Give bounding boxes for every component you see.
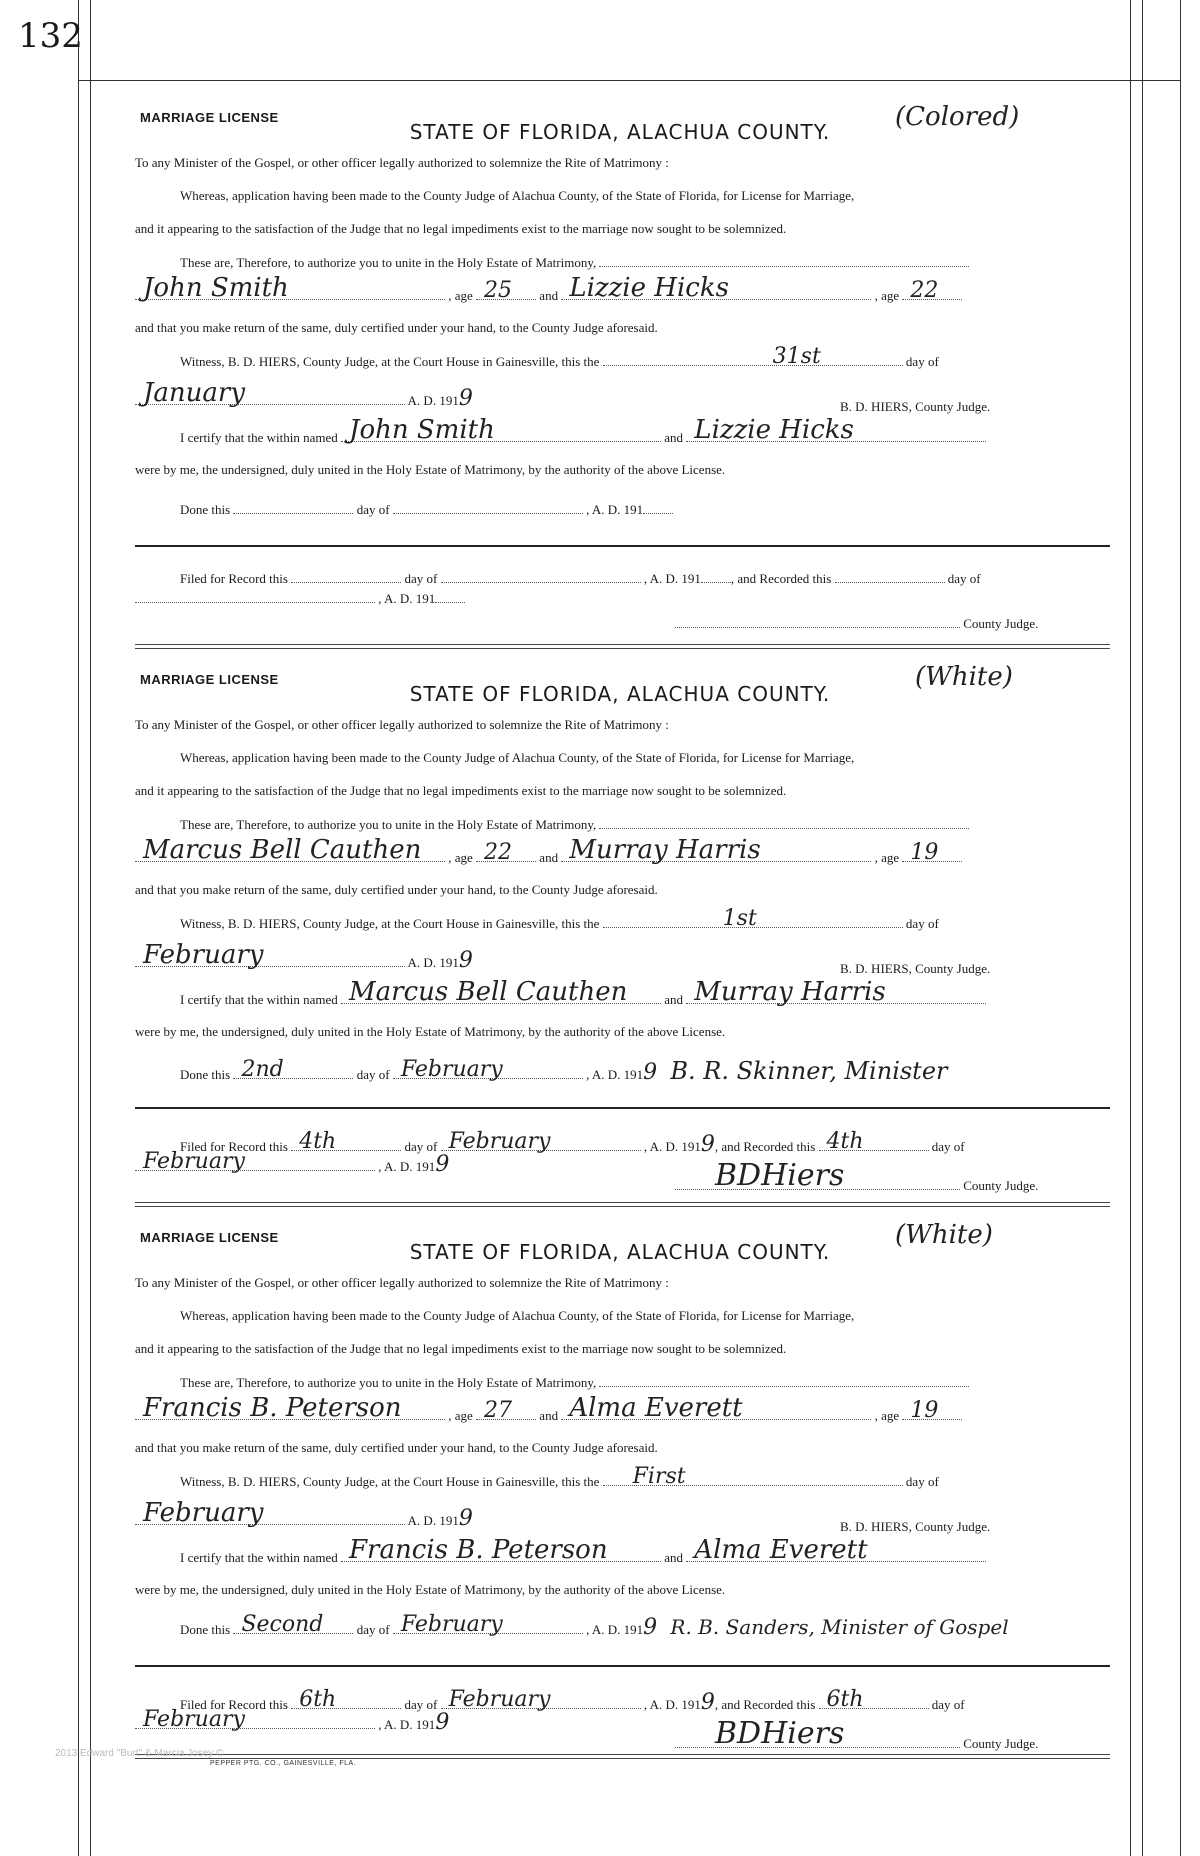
witness-line bbox=[180, 344, 939, 370]
day-of-label: day of bbox=[905, 916, 939, 931]
age-label: , age bbox=[448, 288, 473, 303]
make-return-line: and that you make return of the same, duly certified under your hand, to the County Judge aforesaid. bbox=[135, 1440, 658, 1455]
section-rule bbox=[135, 545, 1110, 547]
witness-text: Witness, B. D. HIERS, County Judge, at the Court House in Gainesville, this the bbox=[180, 354, 600, 369]
these-are-text: These are, Therefore, to authorize you to unite in the Holy Estate of Matrimony, bbox=[180, 255, 597, 270]
witness-text: Witness, B. D. HIERS, County Judge, at the Court House in Gainesville, this the bbox=[180, 1474, 600, 1489]
page-number: 132 bbox=[18, 16, 83, 56]
marriage-license-3 bbox=[135, 1220, 1105, 1760]
day-of-label: day of bbox=[905, 354, 939, 369]
ad-label: A. D. 191 bbox=[591, 1067, 644, 1082]
these-are-line bbox=[180, 816, 969, 833]
ad-label: A. D. 191 bbox=[591, 1622, 644, 1637]
recorded-month-line bbox=[135, 590, 465, 607]
witness-line bbox=[180, 906, 939, 932]
license-state-heading: STATE OF FLORIDA, ALACHUA COUNTY. bbox=[409, 120, 831, 144]
and-label: and bbox=[539, 1408, 559, 1423]
race-annotation: (White) bbox=[915, 662, 1013, 692]
and-label: and bbox=[539, 850, 559, 865]
groom-name: Francis B. Peterson bbox=[143, 1393, 402, 1423]
done-this-label: Done this bbox=[180, 1622, 231, 1637]
day-of-label: day of bbox=[905, 1474, 939, 1489]
and-label: and bbox=[664, 1550, 684, 1565]
recorded-month: February bbox=[143, 1149, 245, 1174]
ad-label: A. D. 191 bbox=[407, 393, 459, 408]
county-judge-signature-line: B. D. HIERS, County Judge. bbox=[840, 1519, 991, 1534]
witness-line bbox=[180, 1464, 939, 1490]
witness-day: 31st bbox=[772, 344, 821, 369]
day-of-label: day of bbox=[931, 1697, 965, 1712]
united-line: were by me, the undersigned, duly united in the Holy Estate of Matrimony, by the authority of the above License. bbox=[135, 462, 726, 477]
age-label: , age bbox=[874, 1408, 900, 1423]
these-are-line bbox=[180, 254, 969, 271]
recorded-day: 6th bbox=[826, 1687, 864, 1712]
done-day: Second bbox=[241, 1612, 324, 1637]
filed-day: 4th bbox=[299, 1129, 337, 1154]
ad-label: , A. D. 191 bbox=[643, 571, 701, 586]
recorded-day: 4th bbox=[826, 1129, 864, 1154]
age-label: , age bbox=[448, 1408, 473, 1423]
officiant-signature: B. R. Skinner, Minister bbox=[670, 1057, 948, 1085]
race-annotation: (White) bbox=[895, 1220, 993, 1250]
groom-name: John Smith bbox=[143, 273, 289, 303]
united-line: were by me, the undersigned, duly united in the Holy Estate of Matrimony, by the authority of the above License. bbox=[135, 1024, 726, 1039]
filed-label: Filed for Record this bbox=[180, 571, 288, 586]
these-are-line bbox=[180, 1374, 969, 1391]
these-are-text: These are, Therefore, to authorize you to unite in the Holy Estate of Matrimony, bbox=[180, 1375, 597, 1390]
race-annotation: (Colored) bbox=[895, 102, 1020, 132]
ad-label: A. D. 191 bbox=[407, 955, 459, 970]
certify-groom: John Smith bbox=[349, 415, 495, 445]
done-line: Done this 2nd day of February , A. D. 1919 B. R. Skinner, Minister bbox=[180, 1057, 948, 1085]
ledger-margin-line bbox=[90, 0, 91, 1856]
witness-year: 9 bbox=[458, 1506, 473, 1531]
witness-year: 9 bbox=[458, 948, 473, 973]
and-it-line: and it appearing to the satisfaction of the Judge that no legal impediments exist to the marriage now sought to be solemnized. bbox=[135, 783, 787, 798]
make-return-line: and that you make return of the same, duly certified under your hand, to the County Judge aforesaid. bbox=[135, 320, 658, 335]
done-month: February bbox=[400, 1057, 503, 1082]
witness-day: 1st bbox=[722, 906, 757, 931]
done-year: 9 bbox=[643, 1060, 658, 1085]
groom-age: 27 bbox=[484, 1398, 513, 1423]
license-divider bbox=[135, 1202, 1110, 1207]
ledger-margin-line bbox=[1142, 0, 1143, 1856]
age-label: , age bbox=[874, 288, 900, 303]
license-state-heading: STATE OF FLORIDA, ALACHUA COUNTY. bbox=[409, 682, 831, 706]
marriage-license-1 bbox=[135, 102, 1105, 640]
printer-imprint: PEPPER PTG. CO., GAINESVILLE, FLA. bbox=[210, 1760, 357, 1767]
witness-month: February bbox=[143, 1498, 264, 1528]
recorded-month: February bbox=[143, 1707, 245, 1732]
day-of-label: day of bbox=[356, 502, 390, 517]
license-divider bbox=[135, 644, 1110, 649]
bride-age: 19 bbox=[910, 1398, 939, 1423]
witness-month-line bbox=[135, 1498, 473, 1531]
filed-day: 6th bbox=[299, 1687, 337, 1712]
witness-month-line bbox=[135, 378, 473, 411]
done-this-label: Done this bbox=[180, 1067, 231, 1082]
filed-year: 9 bbox=[700, 1690, 715, 1715]
certify-groom: Francis B. Peterson bbox=[349, 1535, 608, 1565]
bride-name: Alma Everett bbox=[569, 1393, 743, 1423]
recorded-month-line bbox=[135, 1149, 450, 1177]
officiant-signature: R. B. Sanders, Minister of Gospel bbox=[670, 1615, 1009, 1639]
recorded-label: , and Recorded this bbox=[730, 571, 832, 586]
witness-day: First bbox=[632, 1464, 686, 1489]
recorded-month-line bbox=[135, 1707, 450, 1735]
ad-label: , A. D. 191 bbox=[378, 591, 436, 606]
done-month: February bbox=[400, 1612, 503, 1637]
witness-text: Witness, B. D. HIERS, County Judge, at the Court House in Gainesville, this the bbox=[180, 916, 600, 931]
certify-line bbox=[180, 1535, 986, 1566]
day-of-label: day of bbox=[931, 1139, 965, 1154]
filed-month: February bbox=[448, 1129, 551, 1154]
county-judge-line bbox=[675, 1716, 1039, 1752]
day-of-label: day of bbox=[947, 571, 981, 586]
groom-age: 25 bbox=[484, 278, 513, 303]
certify-text: I certify that the within named bbox=[180, 992, 338, 1007]
license-label: MARRIAGE LICENSE bbox=[140, 1230, 279, 1245]
groom-age: 22 bbox=[484, 840, 513, 865]
and-label: and bbox=[664, 430, 684, 445]
to-any-line: To any Minister of the Gospel, or other officer legally authorized to solemnize the Rite of Matrimony : bbox=[135, 155, 669, 170]
age-label: , age bbox=[448, 850, 473, 865]
bride-name: Murray Harris bbox=[569, 835, 761, 865]
united-line: were by me, the undersigned, duly united in the Holy Estate of Matrimony, by the authority of the above License. bbox=[135, 1582, 726, 1597]
bride-age: 19 bbox=[910, 840, 939, 865]
to-any-line: To any Minister of the Gospel, or other officer legally authorized to solemnize the Rite of Matrimony : bbox=[135, 1275, 669, 1290]
and-label: and bbox=[539, 288, 559, 303]
groom-name: Marcus Bell Cauthen bbox=[143, 835, 422, 865]
license-divider bbox=[135, 1754, 1110, 1759]
bride-age: 22 bbox=[910, 278, 939, 303]
witness-year: 9 bbox=[458, 386, 473, 411]
judge-signature: BDHiers bbox=[715, 1158, 845, 1193]
certify-bride: Alma Everett bbox=[694, 1535, 868, 1565]
done-line: Done this day of , A. D. 191 bbox=[180, 495, 673, 520]
ad-label: , A. D. 191 bbox=[643, 1697, 701, 1712]
certify-line bbox=[180, 415, 986, 446]
filed-label: Filed for Record this bbox=[180, 1139, 288, 1154]
license-state-heading: STATE OF FLORIDA, ALACHUA COUNTY. bbox=[409, 1240, 831, 1264]
county-judge-signature-line: B. D. HIERS, County Judge. bbox=[840, 399, 991, 414]
certify-bride: Lizzie Hicks bbox=[694, 415, 854, 445]
parties-line bbox=[135, 1393, 962, 1424]
parties-line bbox=[135, 835, 962, 866]
judge-signature: BDHiers bbox=[715, 1716, 845, 1751]
county-judge-label: County Judge. bbox=[963, 616, 1039, 631]
certify-bride: Murray Harris bbox=[694, 977, 886, 1007]
county-judge-label: County Judge. bbox=[963, 1736, 1039, 1751]
marriage-license-2 bbox=[135, 662, 1105, 1202]
done-line: Done this Second day of February , A. D. 1919 R. B. Sanders, Minister of Gospel bbox=[180, 1612, 1009, 1640]
filed-month: February bbox=[448, 1687, 551, 1712]
witness-month: February bbox=[143, 940, 264, 970]
to-any-line: To any Minister of the Gospel, or other officer legally authorized to solemnize the Rite of Matrimony : bbox=[135, 717, 669, 732]
ad-label: A. D. 191 bbox=[591, 502, 644, 517]
day-of-label: day of bbox=[356, 1622, 390, 1637]
certify-text: I certify that the within named bbox=[180, 430, 338, 445]
parties-line bbox=[135, 273, 962, 304]
filed-label: Filed for Record this bbox=[180, 1697, 288, 1712]
certify-line bbox=[180, 977, 986, 1008]
whereas-line: Whereas, application having been made to the County Judge of Alachua County, of the State of Florida, for License for Marriage, bbox=[180, 188, 855, 203]
day-of-label: day of bbox=[356, 1067, 390, 1082]
section-rule bbox=[135, 1107, 1110, 1109]
copyright-watermark: 2013 Edward "Burt" & Marcia Josey © bbox=[55, 1748, 224, 1759]
ledger-margin-line bbox=[1130, 0, 1131, 1856]
bride-name: Lizzie Hicks bbox=[569, 273, 729, 303]
license-label: MARRIAGE LICENSE bbox=[140, 110, 279, 125]
witness-month-line bbox=[135, 940, 473, 973]
filed-line bbox=[180, 570, 981, 587]
done-year: 9 bbox=[643, 1615, 658, 1640]
ad-label: A. D. 191 bbox=[407, 1513, 459, 1528]
filed-year: 9 bbox=[700, 1132, 715, 1157]
whereas-line: Whereas, application having been made to the County Judge of Alachua County, of the State of Florida, for License for Marriage, bbox=[180, 750, 855, 765]
certify-text: I certify that the within named bbox=[180, 1550, 338, 1565]
section-rule bbox=[135, 1665, 1110, 1667]
ledger-margin-line bbox=[1180, 0, 1181, 1856]
ad-label: , A. D. 191 bbox=[378, 1717, 436, 1732]
day-of-label: day of bbox=[404, 571, 438, 586]
age-label: , age bbox=[874, 850, 900, 865]
these-are-text: These are, Therefore, to authorize you to unite in the Holy Estate of Matrimony, bbox=[180, 817, 597, 832]
and-it-line: and it appearing to the satisfaction of the Judge that no legal impediments exist to the marriage now sought to be solemnized. bbox=[135, 221, 787, 236]
whereas-line: Whereas, application having been made to the County Judge of Alachua County, of the State of Florida, for License for Marriage, bbox=[180, 1308, 855, 1323]
ad-label: , A. D. 191 bbox=[378, 1159, 436, 1174]
license-label: MARRIAGE LICENSE bbox=[140, 672, 279, 687]
county-judge-signature-line: B. D. HIERS, County Judge. bbox=[840, 961, 991, 976]
and-it-line: and it appearing to the satisfaction of the Judge that no legal impediments exist to the marriage now sought to be solemnized. bbox=[135, 1341, 787, 1356]
day-of-label: day of bbox=[404, 1697, 438, 1712]
day-of-label: day of bbox=[404, 1139, 438, 1154]
done-day: 2nd bbox=[241, 1057, 284, 1082]
ad-label: , A. D. 191 bbox=[643, 1139, 701, 1154]
and-label: and bbox=[664, 992, 684, 1007]
county-judge-line bbox=[675, 615, 1038, 632]
recorded-year: 9 bbox=[435, 1710, 450, 1735]
certify-groom: Marcus Bell Cauthen bbox=[349, 977, 628, 1007]
recorded-label: , and Recorded this bbox=[714, 1697, 816, 1712]
witness-month: January bbox=[143, 378, 246, 408]
ledger-top-rule bbox=[78, 80, 1180, 81]
county-judge-line bbox=[675, 1158, 1039, 1194]
make-return-line: and that you make return of the same, duly certified under your hand, to the County Judge aforesaid. bbox=[135, 882, 658, 897]
recorded-label: , and Recorded this bbox=[714, 1139, 816, 1154]
recorded-year: 9 bbox=[435, 1152, 450, 1177]
ledger-margin-line bbox=[78, 0, 79, 1856]
county-judge-label: County Judge. bbox=[963, 1178, 1039, 1193]
done-this-label: Done this bbox=[180, 502, 231, 517]
